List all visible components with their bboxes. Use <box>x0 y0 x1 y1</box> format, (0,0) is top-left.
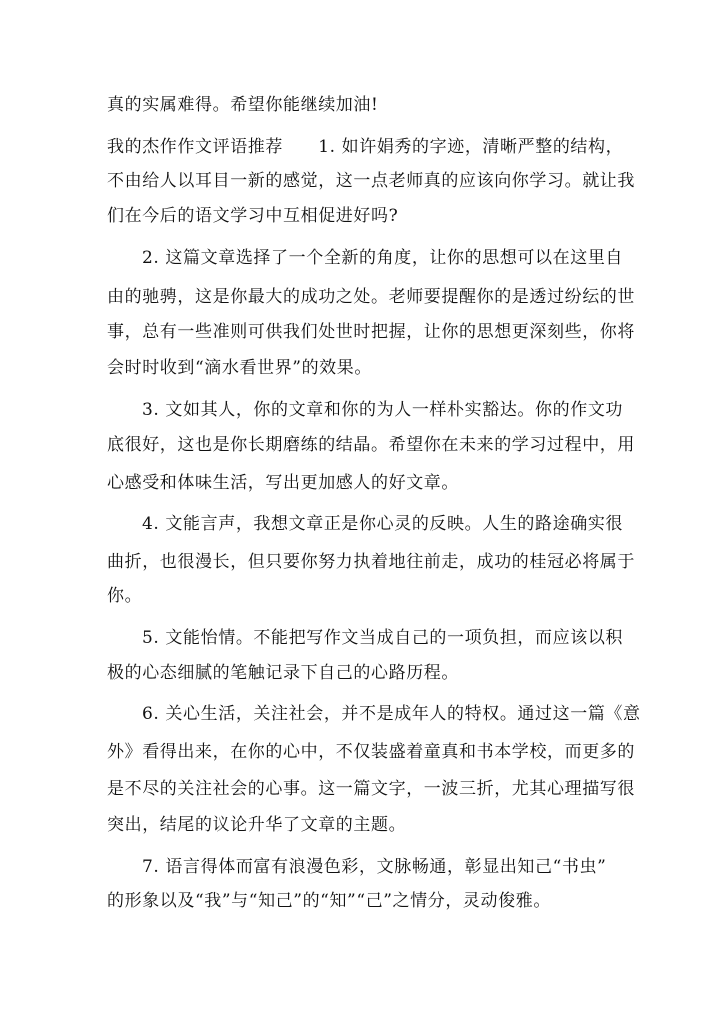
text-line: 曲折，也很漫长，但只要你努力执着地往前走，成功的桂冠必将属于 <box>107 552 635 572</box>
text-line: 7. 语言得体而富有浪漫色彩，文脉畅通，彰显出知己“书虫” <box>142 857 607 877</box>
text-line: 不由给人以耳目一新的感觉，这一点老师真的应该向你学习。就让我 <box>107 171 635 191</box>
text-line: 们在今后的语文学习中互相促进好吗? <box>107 206 399 226</box>
text-line: 的形象以及“我”与“知己”的“知”“己”之情分，灵动俊雅。 <box>107 891 551 911</box>
text-line: 心感受和体味生活，写出更加感人的好文章。 <box>107 473 459 493</box>
text-line: 3. 文如其人，你的文章和你的为人一样朴实豁达。你的作文功 <box>142 400 624 420</box>
text-line: 是不尽的关注社会的心事。这一篇文字，一波三折，尤其心理描写很 <box>107 779 635 799</box>
text-line: 由的驰骋，这是你最大的成功之处。老师要提醒你的是透过纷纭的世 <box>107 287 635 307</box>
text-line: 突出，结尾的议论升华了文章的主题。 <box>107 815 407 835</box>
text-line: 外》看得出来，在你的心中，不仅装盛着童真和书本学校，而更多的 <box>107 742 635 762</box>
text-line: 底很好，这也是你长期磨练的结晶。希望你在未来的学习过程中，用 <box>107 435 635 455</box>
text-line: 事，总有一些准则可供我们处世时把握，让你的思想更深刻些，你将 <box>107 322 635 342</box>
text-line: 4. 文能言声，我想文章正是你心灵的反映。人生的路途确实很 <box>142 514 624 534</box>
text-line: 你。 <box>107 586 143 606</box>
text-line: 6. 关心生活，关注社会，并不是成年人的特权。通过这一篇《意 <box>142 704 641 724</box>
text-line: 会时时收到“滴水看世界”的效果。 <box>107 358 372 378</box>
text-line: 2. 这篇文章选择了一个全新的角度，让你的思想可以在这里自 <box>142 248 624 268</box>
text-line: 我的杰作作文评语推荐 1. 如许娟秀的字迹，清晰严整的结构， <box>107 137 624 157</box>
text-line: 真的实属难得。希望你能继续加油! <box>107 95 379 115</box>
text-line: 5. 文能怡情。不能把写作文当成自己的一项负担，而应该以积 <box>142 628 624 648</box>
text-line: 极的心态细腻的笔触记录下自己的心路历程。 <box>107 663 459 683</box>
